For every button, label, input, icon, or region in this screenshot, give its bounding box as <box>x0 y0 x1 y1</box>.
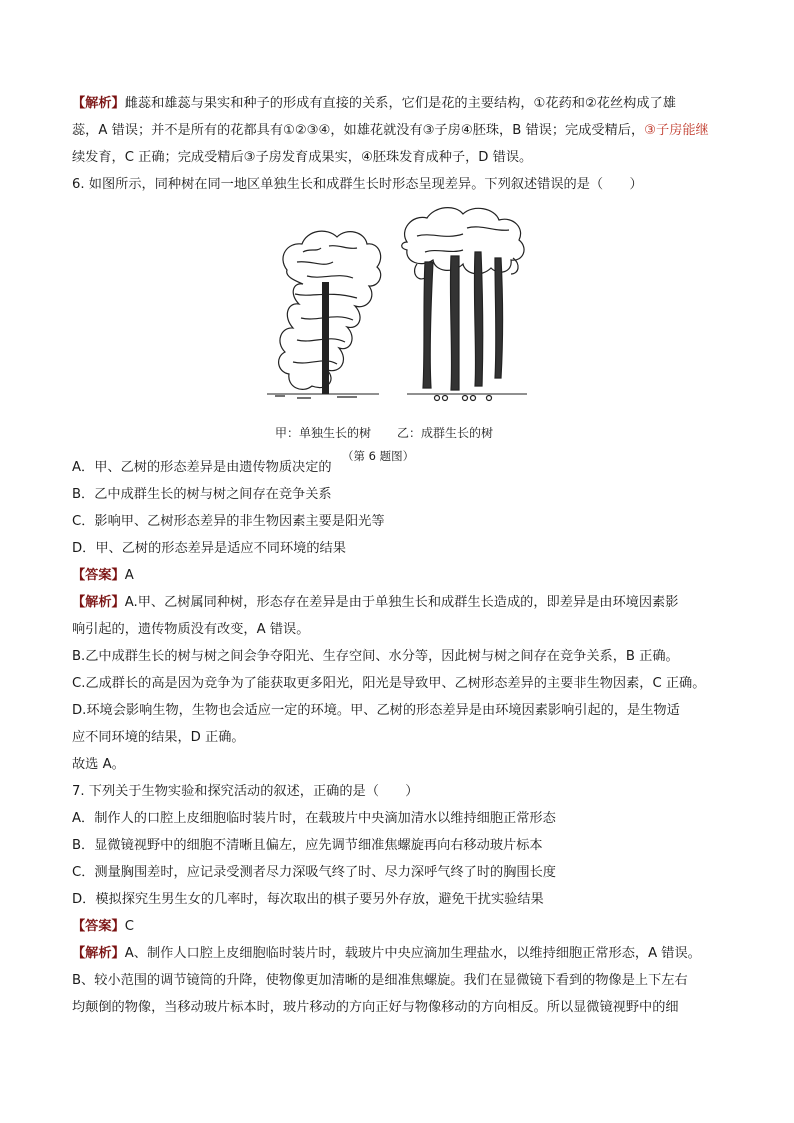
q7-analysis-line-2: B、较小范围的调节镜筒的升降，使物像更加清晰的是细准焦螺旋。我们在显微镜下看到的物像是上下左右 <box>72 973 688 988</box>
q7-analysis-line-1 <box>72 940 724 967</box>
q7-answer-value: C <box>124 919 134 934</box>
q7-option-b: B．显微镜视野中的细胞不清晰且偏左，应先调节细准焦螺旋再向右移动玻片标本 <box>72 838 543 853</box>
q6-option-c: C．影响甲、乙树形态差异的非生物因素主要是阳光等 <box>72 514 385 529</box>
q5-analysis-line-2 <box>72 117 724 144</box>
q6-analysis-line-1 <box>72 589 724 616</box>
q7-option-d: D．模拟探究生男生女的几率时，每次取出的棋子要另外存放，避免干扰实验结果 <box>72 892 544 907</box>
q6-analysis-line-6: 应不同环境的结果，D 正确。 <box>72 730 245 745</box>
caption-single-tree: 甲：单独生长的树 <box>275 426 372 440</box>
q6-analysis-line-5: D.环境会影响生物，生物也会适应一定的环境。甲、乙树的形态差异是由环境因素影响引起的，是生物适 <box>72 703 680 718</box>
q7-option-a: A．制作人的口腔上皮细胞临时装片时，在载玻片中央滴加清水以维持细胞正常形态 <box>72 811 556 826</box>
q5-analysis-highlight: ③子房能继 <box>644 123 709 138</box>
tree-group-icon <box>402 208 527 401</box>
q7-answer <box>72 913 724 940</box>
q5-analysis-line-3: 续发育，C 正确；完成受精后③子房发育成果实，④胚珠发育成种子，D 错误。 <box>72 150 533 165</box>
q7-option-c: C．测量胸围差时，应记录受测者尽力深吸气终了时、尽力深呼气终了时的胸围长度 <box>72 865 556 880</box>
q6-figure <box>72 202 724 463</box>
q5-analysis-text-1: 雌蕊和雄蕊与果实和种子的形成有直接的关系，它们是花的主要结构，①花药和②花丝构成了雄 <box>124 96 676 111</box>
q5-analysis-tag: 【解析】 <box>72 96 125 111</box>
tree-single-icon <box>267 231 381 398</box>
tree-illustration <box>267 202 547 422</box>
q6-answer <box>72 562 724 589</box>
q6-figure-captions <box>275 424 575 441</box>
q6-stem: 6. 如图所示，同种树在同一地区单独生长和成群生长时形态呈现差异。下列叙述错误的是（ ） <box>72 177 643 192</box>
q6-option-d: D．甲、乙树的形态差异是适应不同环境的结果 <box>72 541 346 556</box>
q7-analysis-line-3: 均颠倒的物像，当移动玻片标本时，玻片移动的方向正好与物像移动的方向相反。所以显微镜视野中的细 <box>72 1000 679 1015</box>
page-content <box>72 90 724 1021</box>
q6-answer-value: A <box>124 568 134 583</box>
q6-option-b: B．乙中成群生长的树与树之间存在竞争关系 <box>72 487 332 502</box>
caption-group-tree: 乙：成群生长的树 <box>397 426 494 440</box>
q6-analysis-tag: 【解析】 <box>72 595 125 610</box>
q6-analysis-line-4: C.乙成群长的高是因为竞争为了能获取更多阳光，阳光是导致甲、乙树形态差异的主要非生物因素，C 正确。 <box>72 676 706 691</box>
q6-option-a: A．甲、乙树的形态差异是由遗传物质决定的 <box>72 460 332 475</box>
q5-analysis-text-2: 蕊，A 错误；并不是所有的花都具有①②③④，如雄花就没有③子房④胚珠，B 错误；完成受精后， <box>72 123 645 138</box>
q6-analysis-line-7: 故选 A。 <box>72 757 125 772</box>
q7-answer-tag: 【答案】 <box>72 919 125 934</box>
q7-analysis-text-1: A、制作人口腔上皮细胞临时装片时，载玻片中央应滴加生理盐水，以维持细胞正常形态，A 错误。 <box>124 946 701 961</box>
q6-figure-title: （第 6 题图） <box>342 449 415 463</box>
q6-analysis-line-3: B.乙中成群生长的树与树之间会争夺阳光、生存空间、水分等，因此树与树之间存在竞争关系，B 正确。 <box>72 649 679 664</box>
q6-analysis-text-1: A.甲、乙树属同种树，形态存在差异是由于单独生长和成群生长造成的，即差异是由环境因素影 <box>124 595 679 610</box>
q7-stem: 7. 下列关于生物实验和探究活动的叙述，正确的是（ ） <box>72 784 419 799</box>
q5-analysis-line-1 <box>72 90 724 117</box>
q7-analysis-tag: 【解析】 <box>72 946 125 961</box>
q6-analysis-line-2: 响引起的，遗传物质没有改变，A 错误。 <box>72 622 310 637</box>
q6-answer-tag: 【答案】 <box>72 568 125 583</box>
